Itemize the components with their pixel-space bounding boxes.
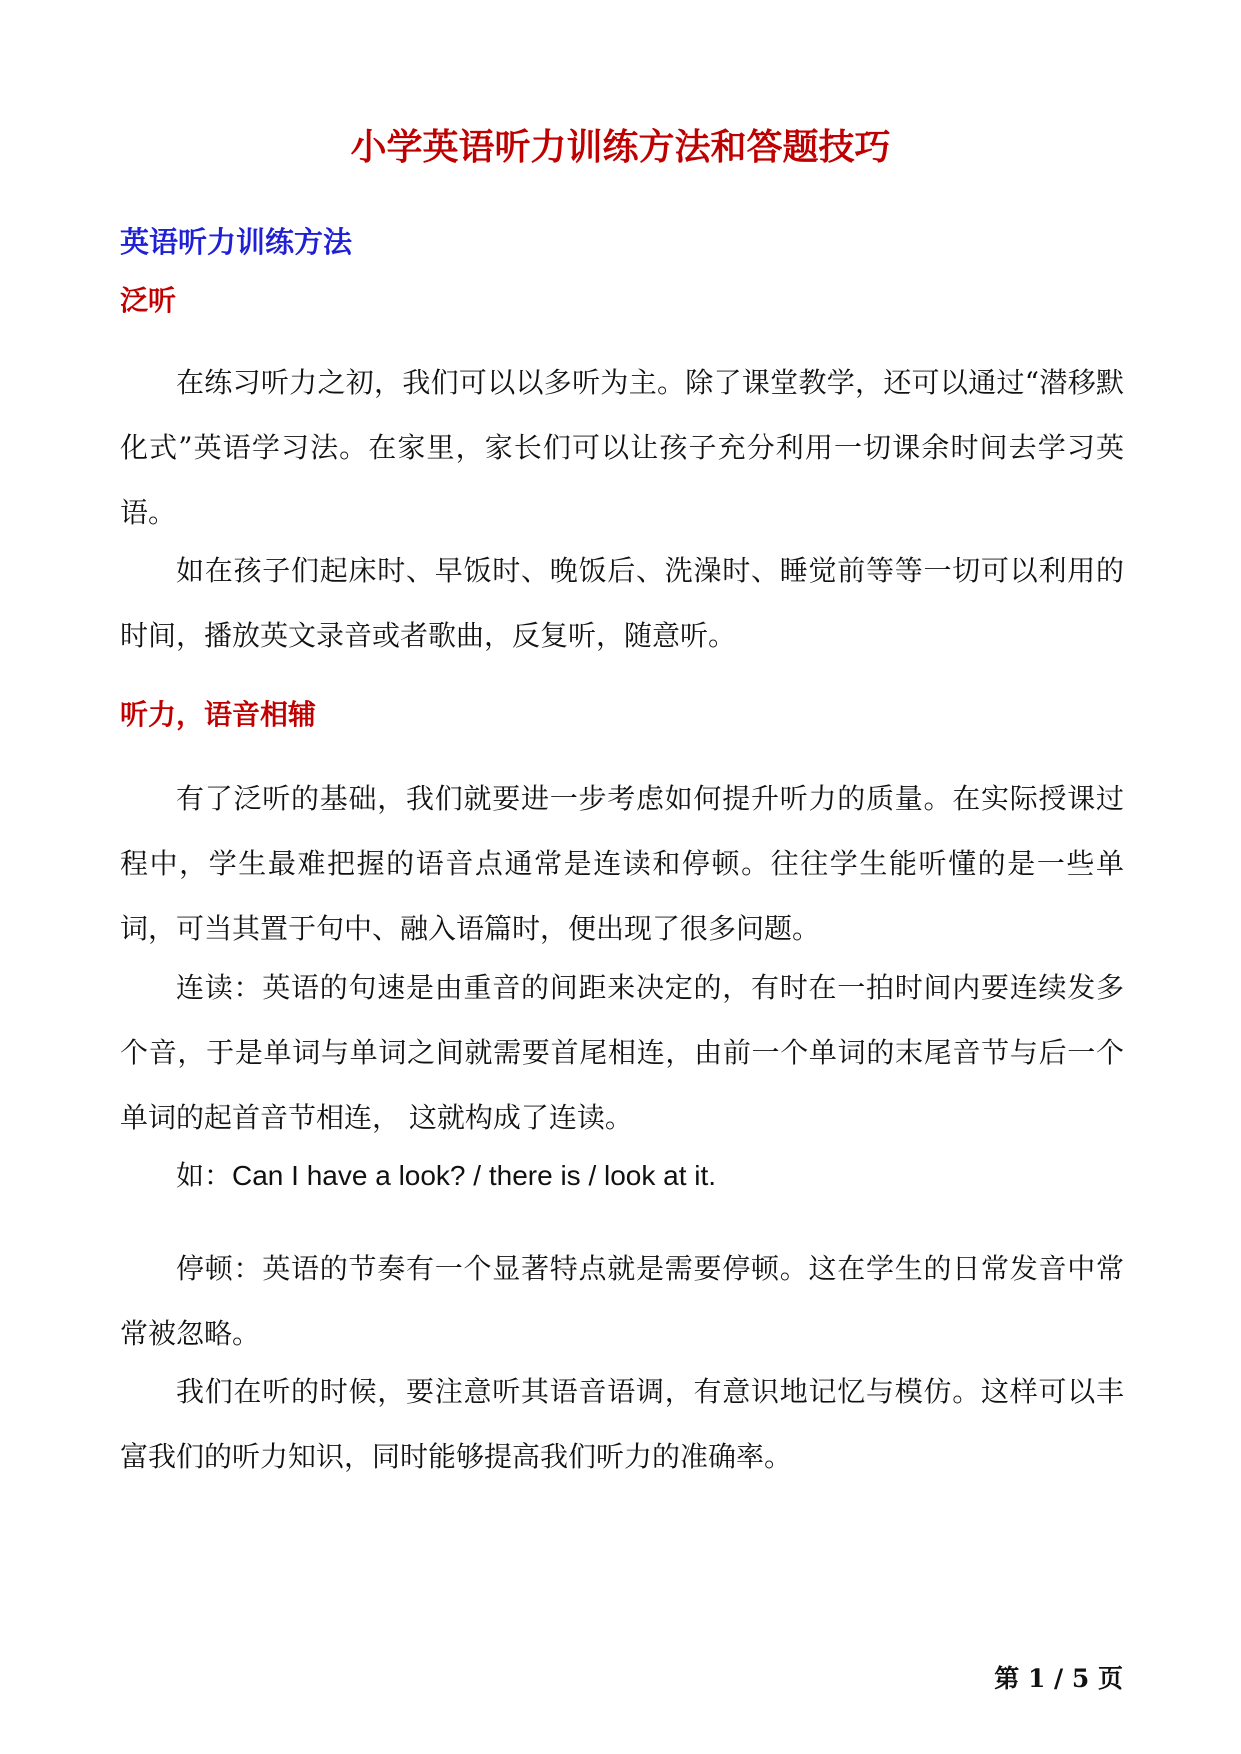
example-text: Can I have a look? / there is / look at it. [232,1160,717,1191]
paragraph: 我们在听的时候，要注意听其语音语调，有意识地记忆与模仿。这样可以丰富我们的听力知识，同时能够提高我们听力的准确率。 [120,1375,1124,1473]
paragraph: 在练习听力之初，我们可以以多听为主。除了课堂教学，还可以通过“潜移默化式”英语学习法。在家里，家长们可以让孩子充分利用一切课余时间去学习英语。 [120,366,1124,529]
example-prefix: 如： [176,1159,233,1192]
example-line [120,1143,1124,1208]
section-heading: 英语听力训练方法 [120,225,353,259]
paragraph: 连读：英语的句速是由重音的间距来决定的，有时在一拍时间内要连续发多个音，于是单词与单词之间就需要首尾相连，由前一个单词的末尾音节与后一个单词的起首音节相连， 这就构成了连读。 [120,971,1124,1134]
paragraph: 有了泛听的基础，我们就要进一步考虑如何提升听力的质量。在实际授课过程中，学生最难把握的语音点通常是连读和停顿。往往学生能听懂的是一些单词，可当其置于句中、融入语篇时，便出现了很多问题。 [120,782,1124,945]
document-title: 小学英语听力训练方法和答题技巧 [350,126,891,168]
paragraph: 如在孩子们起床时、早饭时、晚饭后、洗澡时、睡觉前等等一切可以利用的时间，播放英文录音或者歌曲，反复听，随意听。 [120,554,1124,652]
page-number: 第 1 / 5 页 [994,1664,1123,1693]
paragraph: 停顿：英语的节奏有一个显著特点就是需要停顿。这在学生的日常发音中常常被忽略。 [120,1252,1124,1350]
subsection-heading-listening-pronunciation: 听力，语音相辅 [120,698,317,731]
subsection-heading-fanting: 泛听 [120,284,177,317]
